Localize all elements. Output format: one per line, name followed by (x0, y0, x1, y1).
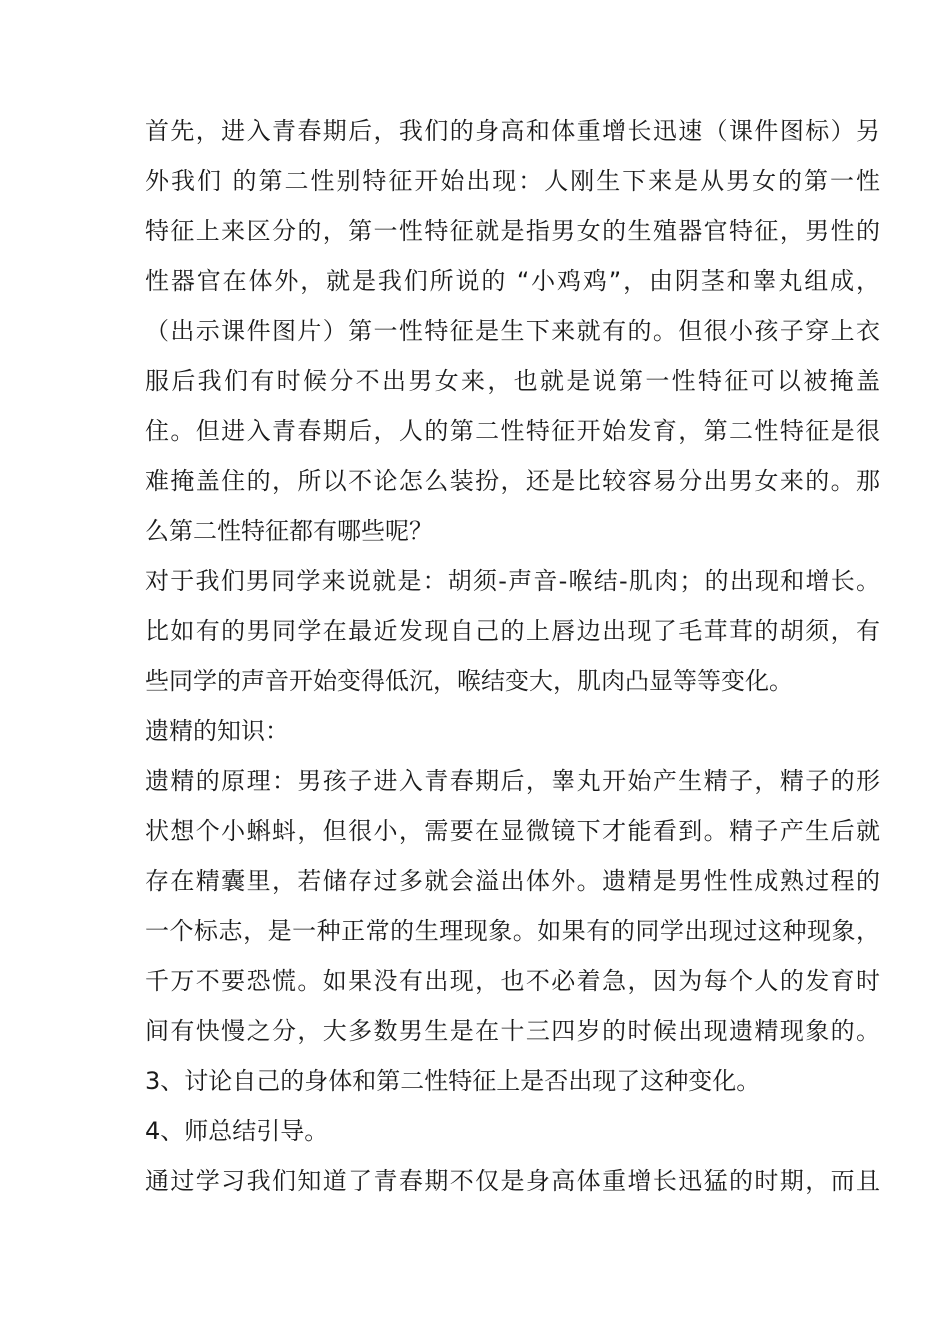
text-line: 遗精的原理：男孩子进入青春期后，睾丸开始产生精子，精子的形 (145, 767, 880, 795)
text-line: 特征上来区分的，第一性特征就是指男女的生殖器官特征，男性的 (145, 217, 880, 245)
text-line: （出示课件图片）第一性特征是生下来就有的。但很小孩子穿上衣 (145, 317, 880, 345)
text-line: 4、师总结引导。 (145, 1117, 329, 1145)
text-line: 外我们 的第二性别特征开始出现：人刚生下来是从男女的第一性 (145, 167, 880, 195)
text-line: 遗精的知识： (145, 717, 289, 745)
text-line: 存在精囊里，若储存过多就会溢出体外。遗精是男性性成熟过程的 (145, 867, 880, 895)
text-line: 通过学习我们知道了青春期不仅是身高体重增长迅猛的时期，而且 (145, 1167, 880, 1195)
text-line: 一个标志，是一种正常的生理现象。如果有的同学出现过这种现象， (145, 917, 880, 945)
text-line: 状想个小蝌蚪，但很小，需要在显微镜下才能看到。精子产生后就 (145, 817, 880, 845)
text-line: 服后我们有时候分不出男女来，也就是说第一性特征可以被掩盖 (145, 367, 880, 395)
text-line: 难掩盖住的，所以不论怎么装扮，还是比较容易分出男女来的。那 (145, 467, 880, 495)
text-line: 住。但进入青春期后，人的第二性特征开始发育，第二性特征是很 (145, 417, 880, 445)
text-line: 千万不要恐慌。如果没有出现，也不必着急，因为每个人的发育时 (145, 967, 880, 995)
text-line: 比如有的男同学在最近发现自己的上唇边出现了毛茸茸的胡须，有 (145, 617, 880, 645)
text-line: 首先，进入青春期后，我们的身高和体重增长迅速（课件图标）另 (145, 117, 880, 145)
text-line: 性器官在体外，就是我们所说的 “小鸡鸡”，由阴茎和睾丸组成， (145, 267, 880, 295)
body-text (145, 106, 880, 1206)
text-line: 间有快慢之分，大多数男生是在十三四岁的时候出现遗精现象的。 (145, 1017, 880, 1045)
text-line: 对于我们男同学来说就是：胡须-声音-喉结-肌肉；的出现和增长。 (145, 567, 880, 595)
text-line: 么第二性特征都有哪些呢？ (145, 517, 433, 545)
text-line: 3、讨论自己的身体和第二性特征上是否出现了这种变化。 (145, 1067, 761, 1095)
text-line: 些同学的声音开始变得低沉，喉结变大，肌肉凸显等等变化。 (145, 667, 793, 695)
